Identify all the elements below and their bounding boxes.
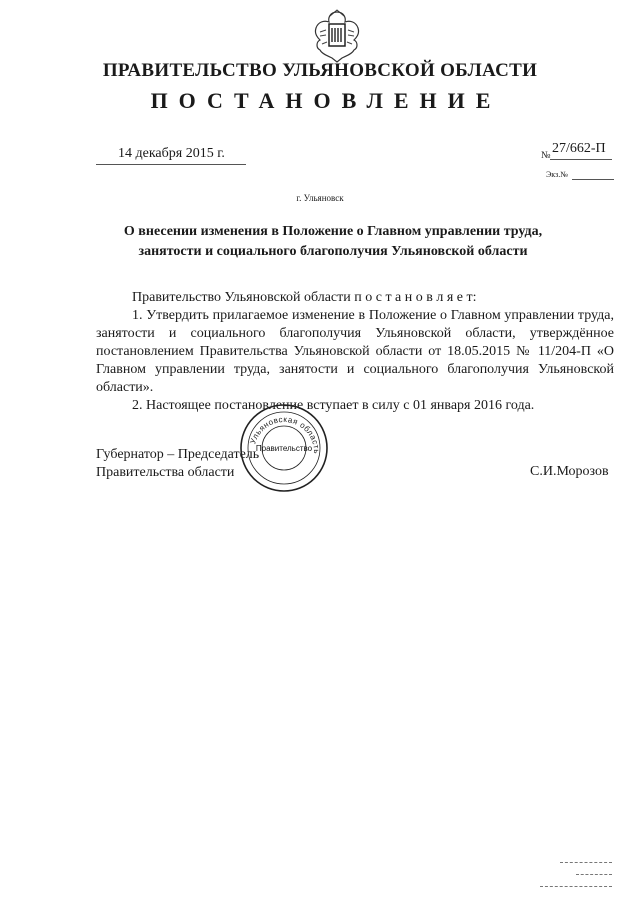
scan-mark — [560, 862, 612, 863]
copy-number-underline — [572, 179, 614, 180]
document-date: 14 декабря 2015 г. — [118, 146, 225, 161]
seal-ring-text: Ульяновская область — [248, 414, 322, 455]
signatory-name: С.И.Морозов — [530, 464, 609, 479]
position-line-1: Губернатор – Председатель — [96, 447, 260, 462]
city-label: г. Ульяновск — [296, 193, 344, 203]
body-item-2: 2. Настоящее постановление вступает в силу с 01 января 2016 года. — [132, 398, 535, 413]
body-item-1: 1. Утвердить прилагаемое изменение в Положение о Главном управлении труда, занятости и социального благополучия Ульяновской области, утверждённое постановлением Правительства Ульяновской области от 18.05.2015 № 11/204-П «О Главном управлении труда, занятости и социального благополучия Ульяновской области». — [96, 308, 614, 395]
number-underline — [550, 159, 612, 160]
scan-mark — [576, 874, 612, 875]
body-preamble: Правительство Ульяновской области п о с т а н о в л я е т: — [132, 290, 477, 305]
document-type-heading: ПОСТАНОВЛЕНИЕ — [150, 88, 502, 113]
number-sign: № — [541, 150, 551, 161]
copy-number-label: Экз.№ — [546, 170, 568, 179]
official-seal-icon — [238, 402, 330, 494]
position-line-2: Правительства области — [96, 465, 235, 480]
document-subject — [100, 222, 566, 262]
coat-of-arms-icon — [300, 8, 374, 66]
date-underline — [96, 164, 246, 165]
document-number: 27/662-П — [552, 141, 606, 156]
document-body — [96, 289, 614, 415]
seal-center-text: Правительство — [255, 444, 313, 453]
signatory-position — [96, 446, 259, 482]
scan-mark — [540, 886, 612, 887]
subject-line-1: О внесении изменения в Положение о Главном управлении труда, — [123, 224, 543, 239]
subject-line-2: занятости и социального благополучия Ульяновской области — [138, 244, 528, 259]
government-title: ПРАВИТЕЛЬСТВО УЛЬЯНОВСКОЙ ОБЛАСТИ — [102, 60, 538, 81]
